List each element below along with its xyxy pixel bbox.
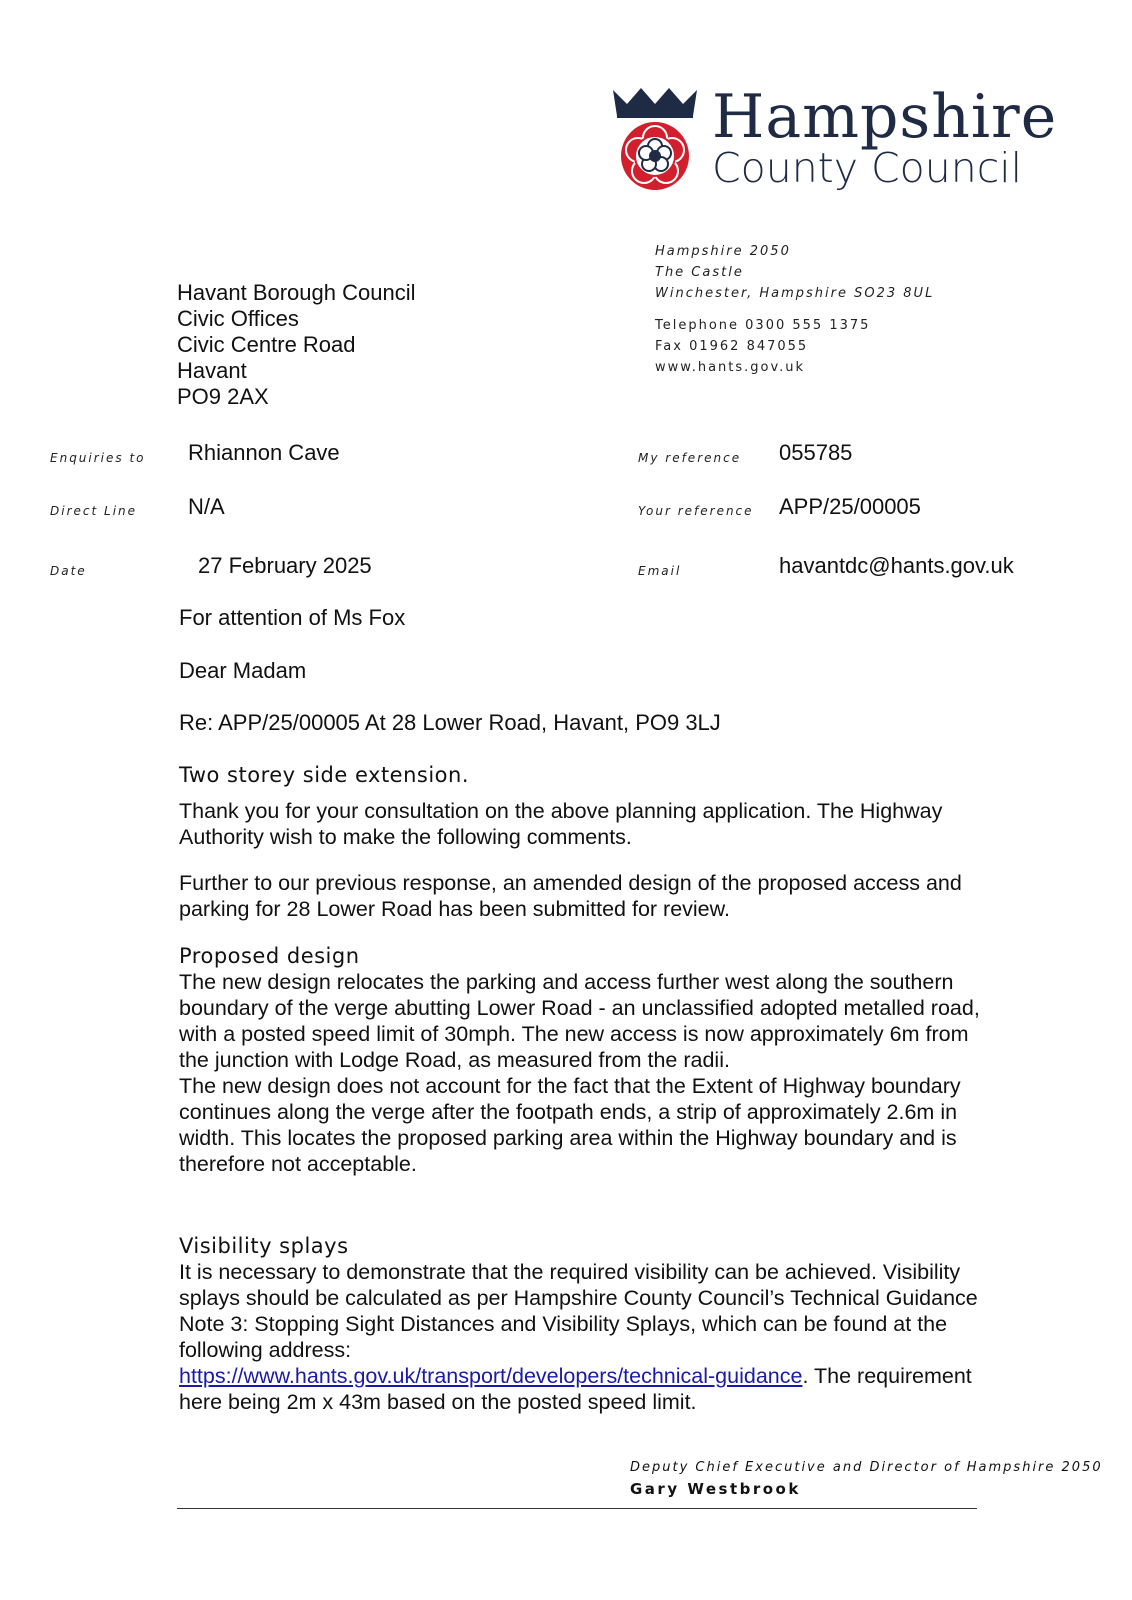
org-name-line2: County Council [712, 144, 1023, 192]
enquiries-value: Rhiannon Cave [188, 440, 340, 465]
section-proposed-design [179, 943, 999, 1177]
paragraph [179, 1259, 999, 1415]
salutation: Dear Madam [179, 658, 307, 683]
section-visibility-splays [179, 1233, 999, 1415]
section-heading: Visibility splays [179, 1234, 349, 1258]
attention-line: For attention of Ms Fox [179, 605, 406, 630]
paragraph: Further to our previous response, an amended design of the proposed access and parking for 28 Lower Road has been submitted for review. [179, 871, 962, 921]
enquiries-label: Enquiries to [50, 451, 146, 465]
section-heading: Proposed design [179, 944, 360, 968]
paragraph: The new design does not account for the fact that the Extent of Highway boundary continues along the verge after the footpath ends, a strip of approximately 2.6m in width. This locates the proposed parking area within the Highway boundary and is therefore not acceptable. [179, 1074, 961, 1176]
footer-title: Deputy Chief Executive and Director of Hampshire 2050 [630, 1460, 1103, 1475]
fax: Fax 01962 847055 [655, 339, 809, 354]
recipient-line: Civic Centre Road [177, 332, 356, 357]
footer-divider [177, 1508, 977, 1509]
email-value[interactable]: havantdc@hants.gov.uk [779, 553, 1014, 578]
sender-address-line: The Castle [655, 265, 744, 280]
date-value: 27 February 2025 [198, 553, 372, 578]
recipient-address [177, 280, 415, 410]
telephone: Telephone 0300 555 1375 [655, 318, 871, 333]
sender-address-line: Hampshire 2050 [655, 244, 791, 259]
recipient-line: Havant Borough Council [177, 280, 416, 305]
sender-contact [655, 315, 870, 378]
paragraph: The new design relocates the parking and access further west along the southern boundary of the verge abutting Lower Road - an unclassified adopted metalled road, with a posted speed limit of 30mph. The new access is now approximately 6m from the junction with Lodge Road, as measured from the radii. [179, 970, 980, 1072]
footer-name: Gary Westbrook [630, 1480, 801, 1498]
your-reference-label: Your reference [638, 504, 754, 518]
recipient-line: Havant [177, 358, 247, 383]
direct-line-value: N/A [188, 494, 225, 519]
paragraph: Thank you for your consultation on the above planning application. The Highway Authority wish to make the following comments. [179, 799, 943, 849]
subject-line: Two storey side extension. [179, 763, 470, 787]
your-reference-value: APP/25/00005 [779, 494, 921, 519]
date-label: Date [50, 564, 87, 578]
website[interactable]: www.hants.gov.uk [655, 360, 806, 375]
my-reference-label: My reference [638, 451, 742, 465]
email-label: Email [638, 564, 682, 578]
paragraph-text: It is necessary to demonstrate that the required visibility can be achieved. Visibility splays should be calculated as per Hampshire County Council’s Technical Guidance Note 3: Stopping Sight Distances and Visibility Splays, which can be found at the following address: [179, 1260, 978, 1362]
recipient-line: PO9 2AX [177, 384, 269, 409]
re-line: Re: APP/25/00005 At 28 Lower Road, Havant, PO9 3LJ [179, 710, 721, 735]
paragraph-amended [179, 870, 999, 922]
crown-rose-emblem-icon [605, 82, 705, 194]
paragraph-text: . The requirement here being 2m x 43m based on the posted speed limit. [179, 1364, 972, 1414]
direct-line-label: Direct Line [50, 504, 138, 518]
paragraph-intro [179, 798, 999, 850]
council-logo [605, 82, 1058, 202]
sender-address-line: Winchester, Hampshire SO23 8UL [655, 286, 935, 301]
technical-guidance-link[interactable]: https://www.hants.gov.uk/transport/developers/technical-guidance [179, 1364, 803, 1388]
sender-address [655, 241, 934, 304]
my-reference-value: 055785 [779, 440, 853, 465]
org-name-line1: Hampshire [712, 82, 1058, 152]
recipient-line: Civic Offices [177, 306, 299, 331]
